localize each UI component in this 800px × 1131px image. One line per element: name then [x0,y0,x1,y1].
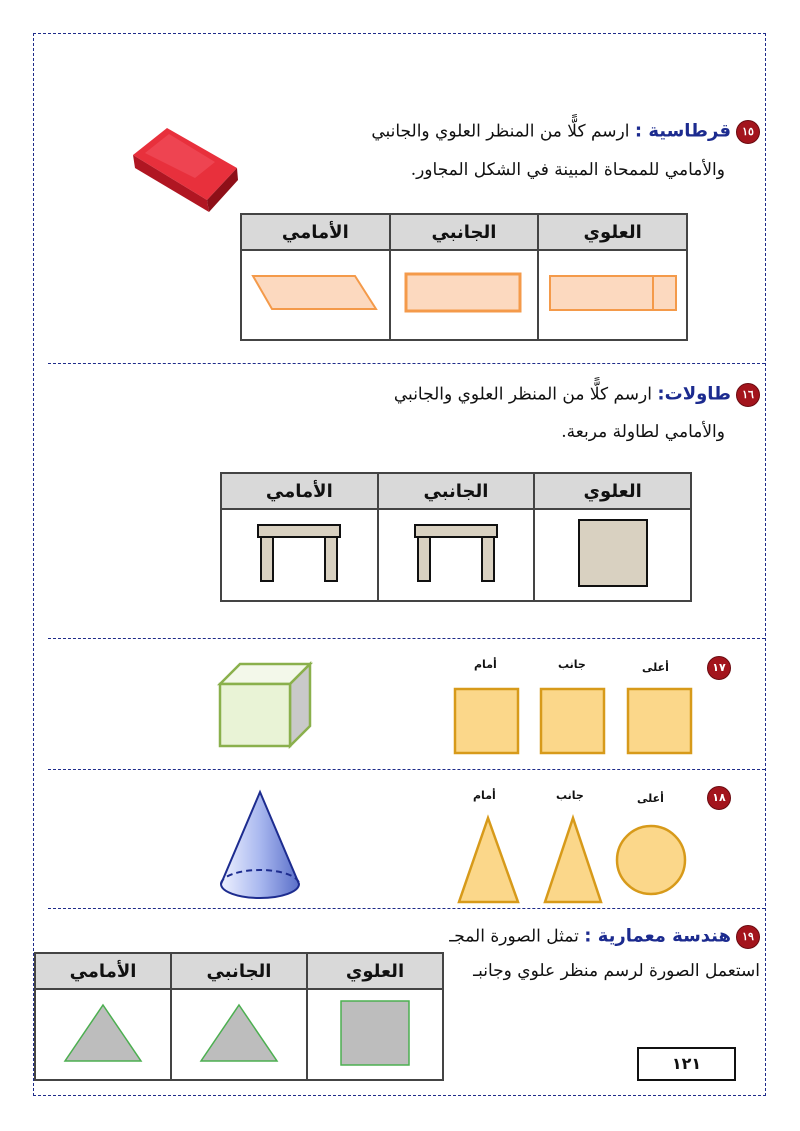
q18-cone-views [455,812,705,906]
q18-label-front: أمام [473,789,496,802]
eraser-image [125,120,245,215]
q19-top-cell [307,989,443,1080]
q16-header-front: الأمامي [221,473,378,509]
q18-label-side: جانب [556,789,584,802]
q17-label-front: أمام [474,658,497,671]
q16-side-table-view [411,521,501,585]
q16-header-top: العلوي [534,473,691,509]
q18-label-top: أعلى [637,792,664,805]
q19-side-cell [171,989,307,1080]
page-number-box [637,1047,736,1081]
page-number: ١٢١ [671,1054,702,1073]
q15-top-cell [538,250,687,340]
q19-title: هندسة معمارية : [584,925,731,947]
separator-1 [48,363,765,364]
q15-front-parallelogram [250,273,380,313]
separator-4 [48,908,765,909]
q16-text-line2: والأمامي لطاولة مربعة. [561,422,725,442]
q15-top-rectangle [547,273,679,313]
q15-line2 [411,160,725,180]
q16-number-badge: ١٦ [736,383,760,407]
q15-title: قرطاسية : [634,120,731,142]
q15-header-side: الجانبي [390,214,539,250]
q19-text-line2: استعمل الصورة لرسم منظر علوي وجانبـ [473,961,760,981]
q16-front-cell [221,509,378,601]
q19-line2 [473,961,760,981]
q19-front-cell [35,989,171,1080]
cone-figure [216,788,306,904]
q16-line2 [561,422,725,442]
q16-top-cell [534,509,691,601]
q19-header-top: العلوي [307,953,443,989]
q15-text-line1: ارسم كلًّا من المنظر العلوي والجانبي [371,121,630,142]
q16-views-table [220,472,692,602]
q16-side-cell [378,509,535,601]
q15-number-badge: ١٥ [736,120,760,144]
q15-header-top: العلوي [538,214,687,250]
separator-3 [48,769,765,770]
q16-top-square-view [573,517,653,589]
q15-views-table [240,213,688,341]
separator-2 [48,638,765,639]
q19-line1 [449,925,760,949]
q15-line1 [371,120,760,144]
q15-side-rectangle [404,272,524,314]
q16-header-side: الجانبي [378,473,535,509]
q19-front-triangle [61,1001,145,1065]
q15-header-front: الأمامي [241,214,390,250]
q19-header-side: الجانبي [171,953,307,989]
q19-header-front: الأمامي [35,953,171,989]
q17-label-top: أعلى [642,661,669,674]
q16-text-line1: ارسم كلًّا من المنظر العلوي والجانبي [393,384,652,405]
q15-front-cell [241,250,390,340]
q16-line1 [394,383,760,407]
q19-top-square [337,998,413,1068]
q15-side-cell [390,250,539,340]
q19-text-line1: تمثل الصورة المجـ [449,926,579,947]
q17-square-views [452,686,698,758]
q17-label-side: جانب [558,658,586,671]
q18-number-badge: ١٨ [707,786,731,810]
q16-front-table-view [254,521,344,585]
q19-side-triangle [197,1001,281,1065]
cube-figure [216,660,316,752]
q17-number-badge: ١٧ [707,656,731,680]
q15-text-line2: والأمامي للممحاة المبينة في الشكل المجاور. [410,160,725,180]
q19-number-badge: ١٩ [736,925,760,949]
q19-views-table [34,952,444,1081]
q16-title: طاولات: [657,383,731,405]
